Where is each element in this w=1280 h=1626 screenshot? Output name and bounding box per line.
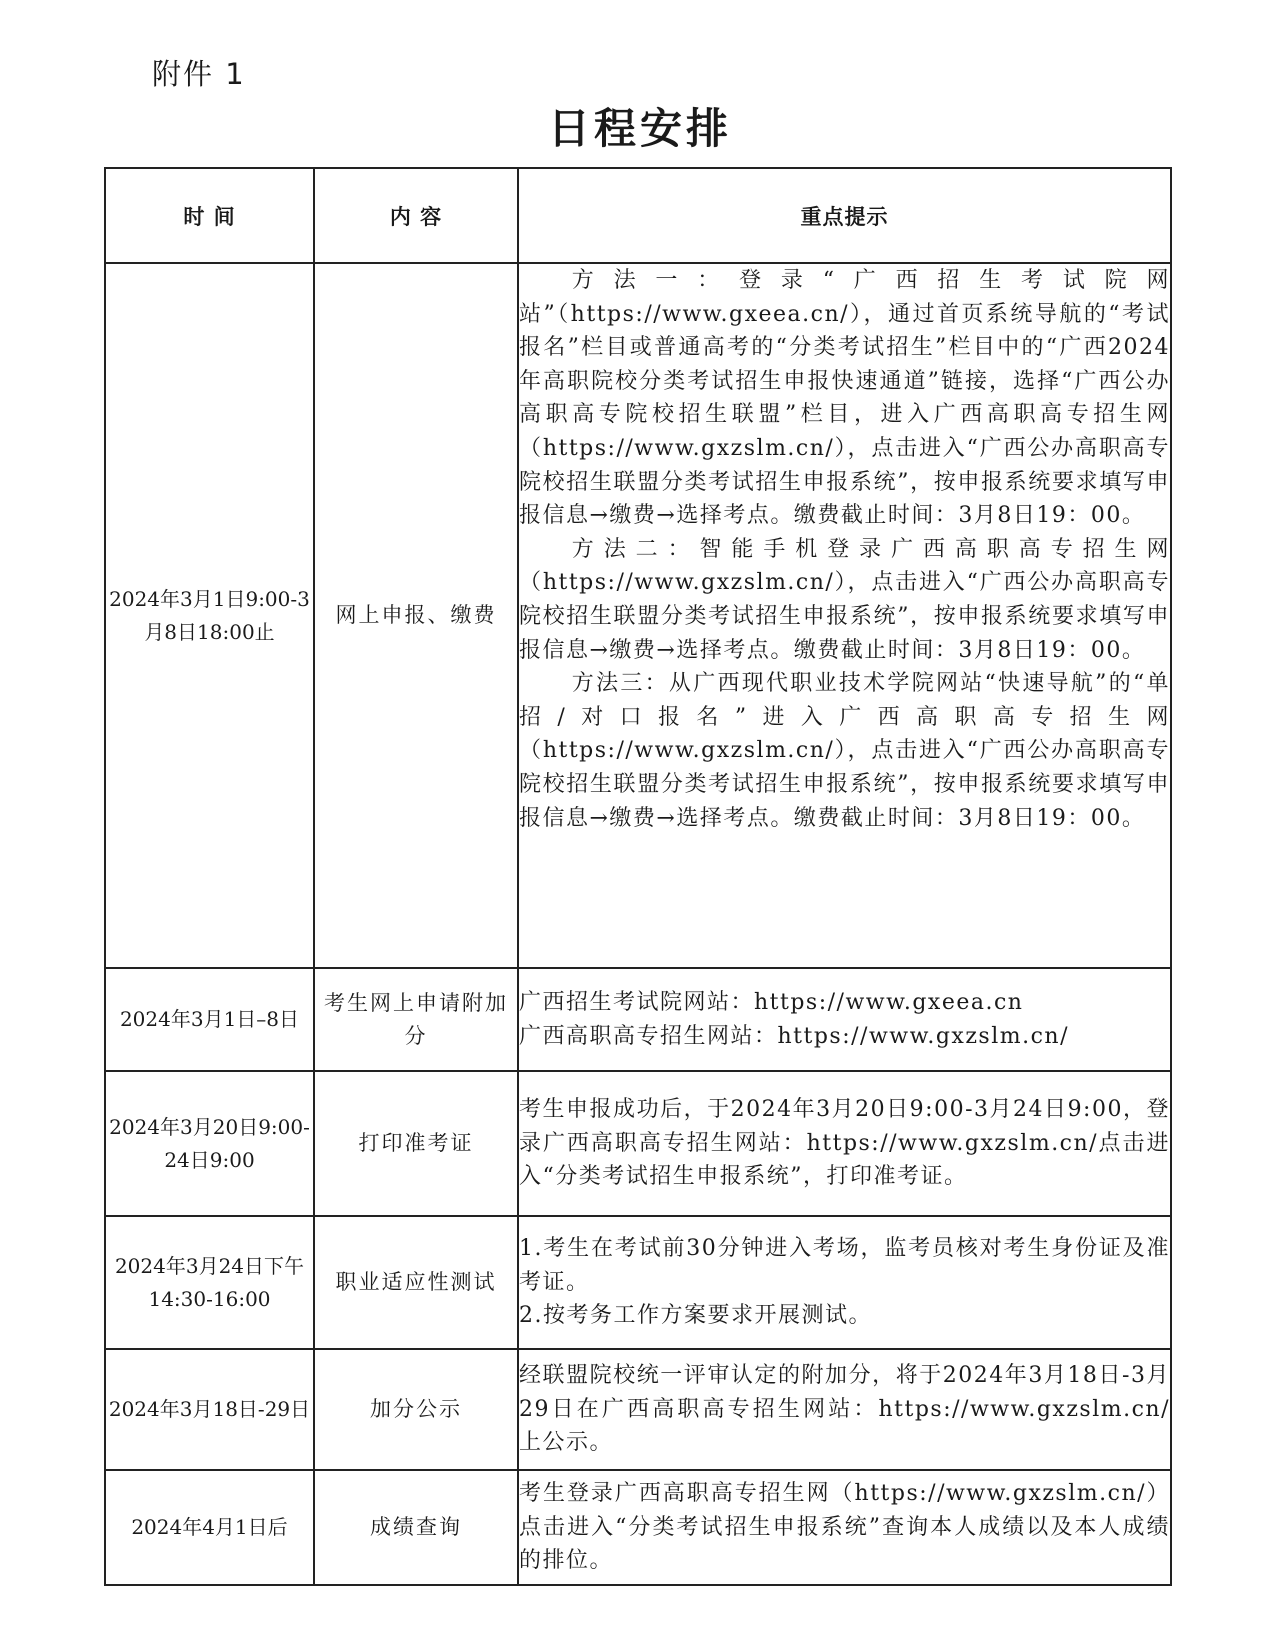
table-row bbox=[105, 1470, 1171, 1585]
tips-paragraph: 方法三：从广西现代职业技术学院网站“快速导航”的“单招/对口报名”进入广西高职高专招生网（https://www.gxzslm.cn/），点击进入“广西公办高职高专院校招生联盟分类考试招生申报系统”，按申报系统要求填写申报信息→缴费→选择考点。缴费截止时间：3月8日19：00。 bbox=[519, 671, 1170, 831]
row-tips bbox=[518, 1071, 1171, 1216]
attachment-label: 附件 1 bbox=[152, 57, 246, 91]
table-row bbox=[105, 968, 1171, 1071]
tips-paragraph: 方法一：登录“广西招生考试院网站”（https://www.gxeea.cn/），通过首页系统导航的“考试报名”栏目或普通高考的“分类考试招生”栏目中的“广西2024年高职院校分类考试招生申报快速通道”链接，选择“广西公办高职高专院校招生联盟”栏目，进入广西高职高专招生网（https://www.gxzslm.cn/），点击进入“广西公办高职高专院校招生联盟分类考试招生申报系统”，按申报系统要求填写申报信息→缴费→选择考点。缴费截止时间：3月8日19：00。 bbox=[519, 268, 1170, 529]
tips-paragraph: 考生登录广西高职高专招生网（https://www.gxzslm.cn/）点击进入“分类考试招生申报系统”查询本人成绩以及本人成绩的排位。 bbox=[519, 1481, 1170, 1574]
table-row bbox=[105, 1071, 1171, 1216]
row-content: 网上申报、缴费 bbox=[314, 263, 518, 968]
row-tips bbox=[518, 1470, 1171, 1585]
tips-paragraph: 考生申报成功后，于2024年3月20日9:00-3月24日9:00，登录广西高职高专招生网站：https://www.gxzslm.cn/点击进入“分类考试招生申报系统”，打印准考证。 bbox=[519, 1097, 1170, 1190]
tips-paragraph: 1.考生在考试前30分钟进入考场，监考员核对考生身份证及准考证。 bbox=[519, 1236, 1170, 1295]
row-content: 加分公示 bbox=[314, 1349, 518, 1470]
table-header-row bbox=[105, 168, 1171, 263]
row-tips bbox=[518, 968, 1171, 1071]
page-title: 日程安排 bbox=[547, 104, 732, 153]
table-row bbox=[105, 263, 1171, 968]
column-header-time: 时 间 bbox=[105, 168, 314, 263]
row-tips bbox=[518, 1349, 1171, 1470]
row-content: 职业适应性测试 bbox=[314, 1216, 518, 1349]
table-row bbox=[105, 1216, 1171, 1349]
tips-paragraph: 2.按考务工作方案要求开展测试。 bbox=[519, 1303, 872, 1329]
table-row bbox=[105, 1349, 1171, 1470]
column-header-content: 内 容 bbox=[314, 168, 518, 263]
tips-paragraph: 经联盟院校统一评审认定的附加分，将于2024年3月18日-3月29日在广西高职高专招生网站：https://www.gxzslm.cn/上公示。 bbox=[519, 1363, 1170, 1456]
row-time: 2024年3月1日–8日 bbox=[105, 968, 314, 1071]
row-time: 2024年3月24日下午14:30-16:00 bbox=[105, 1216, 314, 1349]
row-time: 2024年3月1日9:00-3月8日18:00止 bbox=[105, 263, 314, 968]
row-content: 考生网上申请附加分 bbox=[314, 968, 518, 1071]
row-tips bbox=[518, 263, 1171, 968]
row-time: 2024年4月1日后 bbox=[105, 1470, 314, 1585]
row-time: 2024年3月18日-29日 bbox=[105, 1349, 314, 1470]
column-header-tips: 重点提示 bbox=[518, 168, 1171, 263]
tips-paragraph: 广西招生考试院网站：https://www.gxeea.cn bbox=[519, 989, 1024, 1015]
row-content: 成绩查询 bbox=[314, 1470, 518, 1585]
tips-paragraph: 广西高职高专招生网站：https://www.gxzslm.cn/ bbox=[519, 1023, 1070, 1049]
schedule-table bbox=[104, 167, 1172, 1586]
row-content: 打印准考证 bbox=[314, 1071, 518, 1216]
row-tips bbox=[518, 1216, 1171, 1349]
tips-paragraph: 方法二：智能手机登录广西高职高专招生网（https://www.gxzslm.cn/），点击进入“广西公办高职高专院校招生联盟分类考试招生申报系统”，按申报系统要求填写申报信息→缴费→选择考点。缴费截止时间：3月8日19：00。 bbox=[519, 536, 1170, 663]
row-time: 2024年3月20日9:00-24日9:00 bbox=[105, 1071, 314, 1216]
